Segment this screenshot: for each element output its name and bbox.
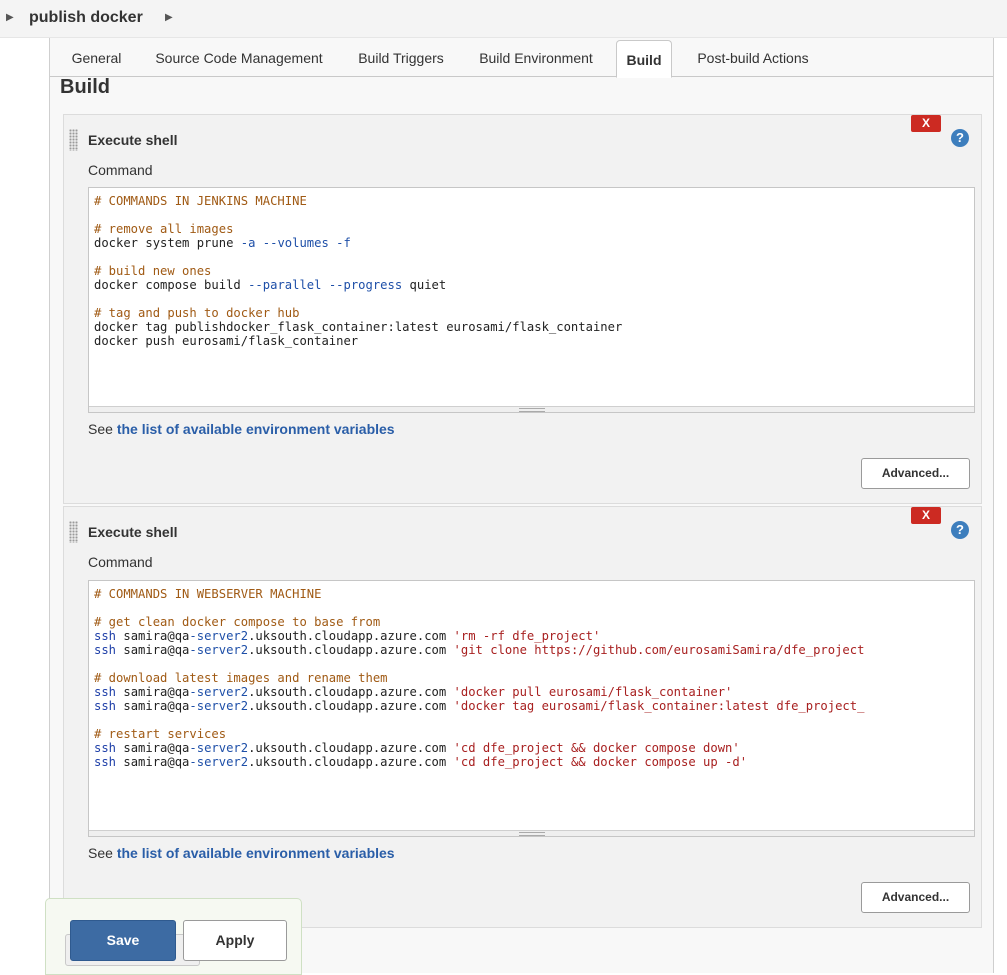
caret-right-icon[interactable]: ▶ xyxy=(6,12,14,23)
delete-step-button[interactable]: X xyxy=(911,507,941,524)
tab-general[interactable]: General xyxy=(71,50,122,66)
tab-build[interactable]: Build xyxy=(616,40,672,78)
build-step-execute-shell xyxy=(63,506,982,928)
env-vars-link[interactable]: the list of available environment variables xyxy=(116,421,395,437)
section-title-build: Build xyxy=(60,76,110,98)
command-text[interactable]: # COMMANDS IN JENKINS MACHINE # remove all images docker system prune -a --volumes -f # build new ones docker compose build --parallel --progress quiet # tag and push to docker hub docker tag publishdocker_flask_container:latest eurosami/flask_container docker push eurosami/flask_container xyxy=(94,194,623,348)
delete-step-button[interactable]: X xyxy=(911,115,941,132)
textarea-resize-handle[interactable] xyxy=(89,406,974,412)
advanced-button[interactable]: Advanced... xyxy=(861,458,970,489)
tab-source-code-management[interactable]: Source Code Management xyxy=(155,50,323,66)
drag-handle-icon[interactable] xyxy=(69,521,78,543)
textarea-resize-handle[interactable] xyxy=(89,830,974,836)
command-textarea[interactable] xyxy=(88,580,975,837)
command-label: Command xyxy=(88,162,153,178)
command-textarea[interactable] xyxy=(88,187,975,413)
drag-handle-icon[interactable] xyxy=(69,129,78,151)
job-title-link[interactable]: publish docker xyxy=(29,9,143,26)
env-vars-link[interactable]: the list of available environment variables xyxy=(116,845,395,861)
caret-right-icon[interactable]: ▶ xyxy=(165,12,173,23)
env-vars-hint: See the list of available environment variables xyxy=(88,845,395,861)
help-icon[interactable]: ? xyxy=(951,521,969,539)
breadcrumb xyxy=(0,0,1007,38)
tab-build-triggers[interactable]: Build Triggers xyxy=(358,50,444,66)
config-tab-bar xyxy=(50,38,993,77)
step-title: Execute shell xyxy=(88,132,178,148)
tab-build-environment[interactable]: Build Environment xyxy=(479,50,593,66)
env-vars-hint: See the list of available environment variables xyxy=(88,421,395,437)
save-button[interactable]: Save xyxy=(70,920,176,961)
build-step-execute-shell xyxy=(63,114,982,504)
tab-post-build-actions[interactable]: Post-build Actions xyxy=(697,50,809,66)
right-gutter xyxy=(994,38,1007,973)
save-apply-bar xyxy=(45,898,302,975)
command-label: Command xyxy=(88,554,153,570)
apply-button[interactable]: Apply xyxy=(183,920,287,961)
command-text[interactable]: # COMMANDS IN WEBSERVER MACHINE # get clean docker compose to base from ssh samira@qa-server2.uksouth.cloudapp.azure.com 'rm -rf dfe_project' ssh samira@qa-server2.uksouth.cloudapp.azure.com 'git clone https://github.com/eurosamiSamira/dfe_project # download latest images and rename them ssh samira@qa-server2.uksouth.cloudapp.azure.com 'docker pull eurosami/flask_container' ssh samira@qa-server2.uksouth.cloudapp.azure.com 'docker tag eurosami/flask_container:latest dfe_project_ # restart services ssh samira@qa-server2.uksouth.cloudapp.azure.com 'cd dfe_project && docker compose down' ssh samira@qa-server2.uksouth.cloudapp.azure.com 'cd dfe_project && docker compose up -d' xyxy=(94,587,865,769)
job-config-form xyxy=(49,38,994,973)
advanced-button[interactable]: Advanced... xyxy=(861,882,970,913)
help-icon[interactable]: ? xyxy=(951,129,969,147)
step-title: Execute shell xyxy=(88,524,178,540)
